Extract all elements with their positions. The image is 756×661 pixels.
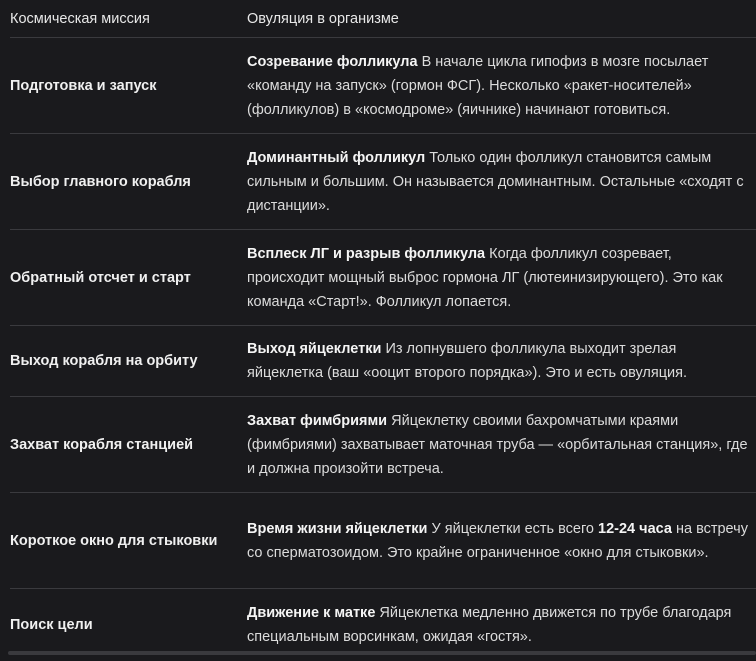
mission-stage: Подготовка и запуск: [10, 77, 157, 94]
description-title: Захват фимбриями: [247, 412, 388, 429]
description-text: Только один фолликул становится самым сильным и большим. Он называется доминантным. Остальные «сходят с дистанции».: [247, 149, 744, 214]
description-title: Время жизни яйцеклетки: [247, 520, 428, 537]
description-title: Движение к матке: [247, 605, 376, 621]
description-title: Выход яйцеклетки: [247, 341, 382, 357]
description-title: Созревание фолликула: [247, 53, 418, 70]
mission-stage: Поиск цели: [10, 617, 93, 633]
mission-stage: Выбор главного корабля: [10, 173, 191, 190]
mission-stage: Выход корабля на орбиту: [10, 353, 198, 369]
time-highlight: 12-24 часа: [598, 520, 672, 537]
description-title: Доминантный фолликул: [247, 149, 426, 166]
horizontal-scrollbar[interactable]: [8, 651, 756, 655]
table-row: [10, 493, 756, 589]
description-text: У яйцеклетки есть всего: [427, 520, 599, 537]
comparison-table: [10, 0, 756, 661]
table-row: [10, 38, 756, 134]
ovulation-description: [247, 601, 756, 649]
header-ovulation: Овуляция в организме: [247, 10, 399, 27]
description-text: Яйцеклетка медленно движется по трубе благодаря специальным ворсинкам, ожидая «гостя».: [247, 605, 732, 645]
description-text: В начале цикла гипофиз в мозге посылает «команду на запуск» (гормон ФСГ). Несколько «ракет-носителей» (фолликулов) в «космодроме» (яичнике) начинают готовиться.: [247, 53, 709, 118]
mission-stage: Короткое окно для стыковки: [10, 532, 218, 549]
description-text: Яйцеклетку своими бахромчатыми краями (фимбриями) захватывает маточная труба — «орбитальная станция», где и должна произойти встреча.: [247, 412, 748, 477]
table-row: [10, 326, 756, 397]
table-row: [10, 397, 756, 493]
ovulation-description: [247, 517, 756, 565]
mission-stage: Обратный отсчет и старт: [10, 269, 191, 286]
description-text: на встречу со сперматозоидом. Это крайне ограниченное «окно для стыковки».: [247, 520, 748, 561]
ovulation-description: [247, 337, 756, 385]
ovulation-description: [247, 146, 756, 218]
mission-stage: Захват корабля станцией: [10, 436, 194, 453]
header-space-mission: Космическая миссия: [10, 10, 150, 27]
table-header: [10, 0, 756, 38]
ovulation-description: [247, 242, 756, 314]
table-row: [10, 230, 756, 326]
description-title: Всплеск ЛГ и разрыв фолликула: [247, 245, 486, 262]
description-text: Из лопнувшего фолликула выходит зрелая яйцеклетка (ваш «ооцит второго порядка»). Это и есть овуляция.: [247, 341, 688, 381]
ovulation-description: [247, 50, 756, 122]
table-row: [10, 134, 756, 230]
ovulation-description: [247, 409, 756, 481]
description-text: Когда фолликул созревает, происходит мощный выброс гормона ЛГ (лютеинизирующего). Это как команда «Старт!». Фолликул лопается.: [247, 245, 723, 310]
